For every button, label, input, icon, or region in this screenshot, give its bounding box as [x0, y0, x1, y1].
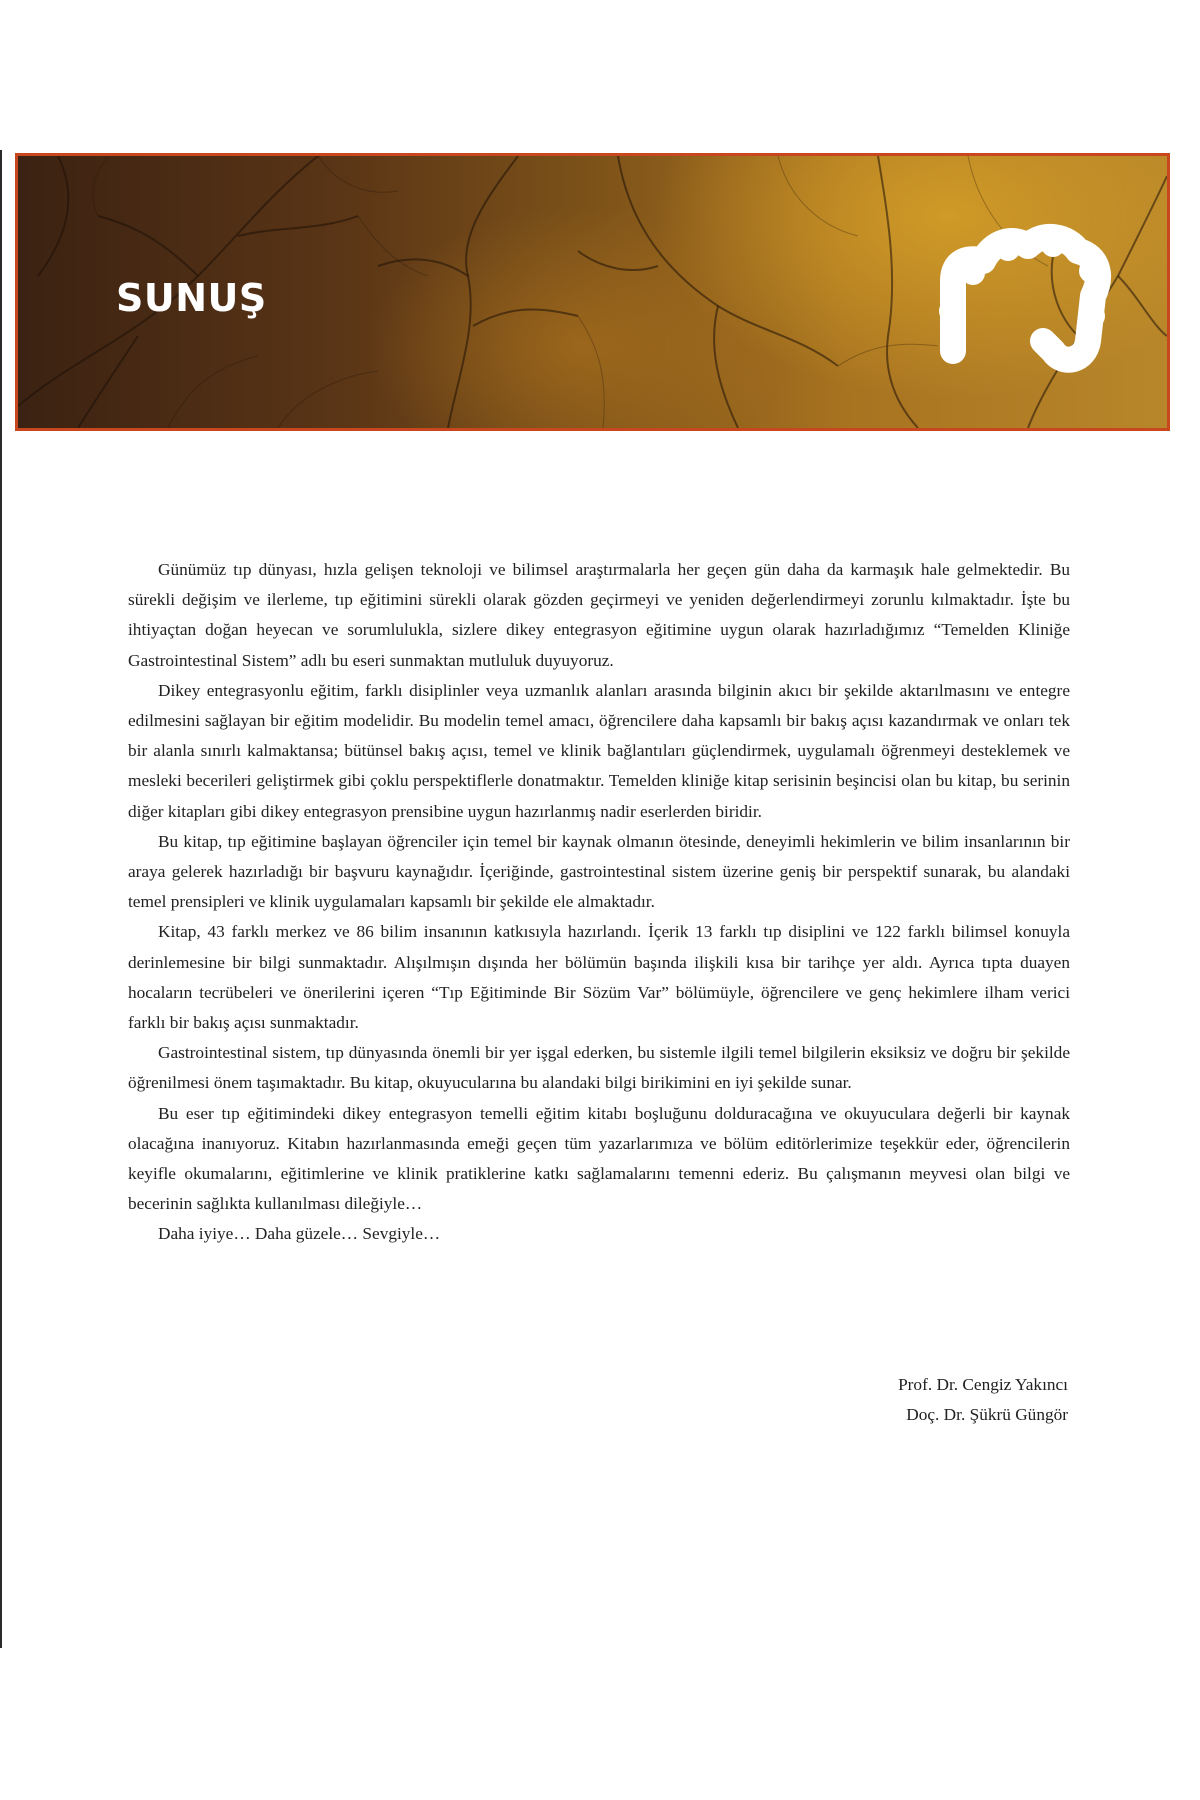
closing-line: Daha iyiye… Daha güzele… Sevgiyle… — [158, 1224, 441, 1244]
preface-body — [128, 555, 1070, 1250]
paragraph: Dikey entegrasyonlu eğitim, farklı disiplinler veya uzmanlık alanları arasında bilginin akıcı bir şekilde aktarılmasını ve entegre edilmesini sağlayan bir eğitim modelidir. Bu modelin temel amacı, öğrencilere daha kapsamlı bir bakış açısı kazandırmak ve onları tek bir alanla sınırlı kalmaktansa; bütünsel bakış açısı, temel ve klinik bağlantıları güçlendirmek, uygulamalı öğrenmeyi desteklemek ve mesleki becerileri geliştirmek gibi çoklu perspektiflerle donatmaktır. Temelden kliniğe kitap serisinin beşincisi olan bu kitap, bu serinin diğer kitapları gibi dikey entegrasyon prensibine uygun hazırlanmış nadir eserlerden biridir. — [128, 680, 1070, 821]
signature-first: Prof. Dr. Cengiz Yakıncı — [898, 1375, 1068, 1394]
paragraph: Bu kitap, tıp eğitimine başlayan öğrenciler için temel bir kaynak olmanın ötesinde, deneyimli hekimlerin ve bilim insanlarının bir araya gelerek hazırladığı bir başvuru kaynağıdır. İçeriğinde, gastrointestinal sistem üzerine geniş bir perspektif sunarak, bu alandaki temel prensipleri ve klinik uygulamaları kapsamlı bir şekilde ele almaktadır. — [128, 831, 1070, 912]
paragraph: Kitap, 43 farklı merkez ve 86 bilim insanının katkısıyla hazırlandı. İçerik 13 farklı tıp disiplini ve 122 farklı bilimsel konuyla derinlemesine bir bilgi sunmaktadır. Alışılmışın dışında her bölümün başında ilişkili kısa bir tarihçe yer aldı. Ayrıca tıpta duayen hocaların tecrübeleri ve önerilerini içeren “Tıp Eğitiminde Bir Sözüm Var” bölümüyle, öğrencilere ve genç hekimlere ilham verici farklı bir bakış açısı sunmaktadır. — [128, 922, 1070, 1033]
paragraph: Günümüz tıp dünyası, hızla gelişen teknoloji ve bilimsel araştırmalarla her geçen gün daha da karmaşık hale gelmektedir. Bu sürekli değişim ve ilerleme, tıp eğitimini sürekli olarak gözden geçirmeyi ve yeniden değerlendirmeyi zorunlu kılmaktadır. İşte bu ihtiyaçtan doğan heyecan ve sorumlulukla, sizlere dikey entegrasyon eğitimine uygun olarak hazırladığımız “Temelden Kliniğe Gastrointestinal Sistem” adlı bu eseri sunmaktan mutluluk duyuyoruz. — [128, 560, 1070, 670]
signature-second: Doç. Dr. Şükrü Güngör — [906, 1405, 1068, 1424]
signature-block — [898, 1370, 1068, 1430]
chapter-banner — [15, 153, 1170, 431]
colon-icon — [913, 201, 1123, 381]
paragraph: Gastrointestinal sistem, tıp dünyasında önemli bir yer işgal ederken, bu sistemle ilgili temel bilgilerin eksiksiz ve doğru bir şekilde öğrenilmesi önem taşımaktadır. Bu kitap, okuyucularına bu alandaki bilgi birikimini en iyi şekilde sunar. — [128, 1043, 1070, 1093]
page-title: SUNUŞ — [116, 276, 267, 320]
page-edge-rule — [0, 150, 2, 1648]
paragraph: Bu eser tıp eğitimindeki dikey entegrasyon temelli eğitim kitabı boşluğunu dolduracağına ve okuyuculara değerli bir kaynak olacağına inanıyoruz. Kitabın hazırlanmasında emeği geçen tüm yazarlarımıza ve bölüm editörlerimize teşekkür eder, öğrencilerin keyifle okumalarını, eğitimlerine ve klinik pratiklerine katkı sağlamalarını temenni ederiz. Bu çalışmanın meyvesi olan bilgi ve becerinin sağlıkta kullanılması dileğiyle… — [128, 1103, 1070, 1214]
